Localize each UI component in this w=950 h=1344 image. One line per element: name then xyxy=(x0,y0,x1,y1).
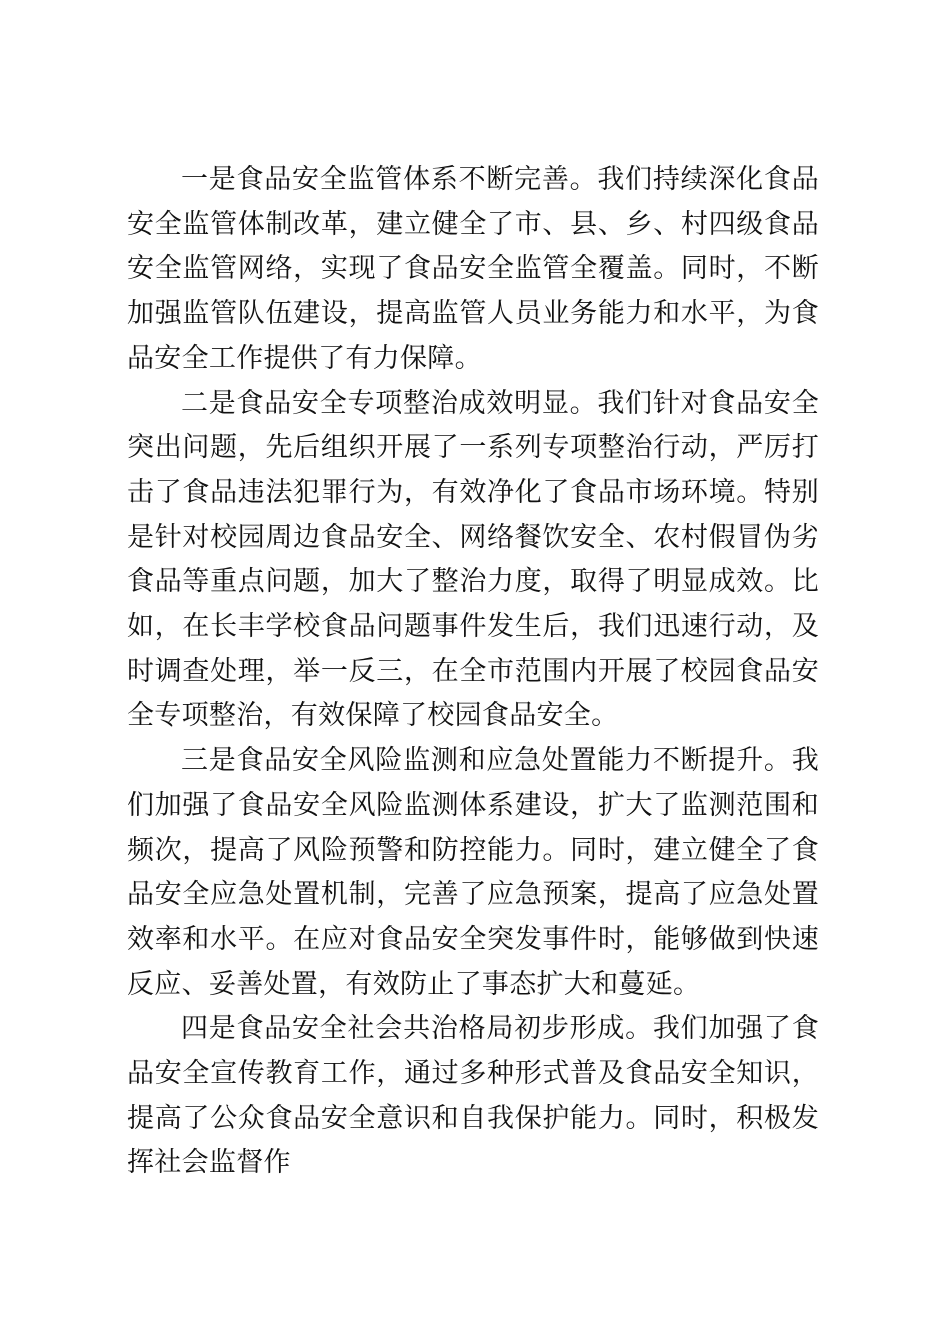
paragraph-4: 四是食品安全社会共治格局初步形成。我们加强了食品安全宣传教育工作，通过多种形式普及食品安全知识，提高了公众食品安全意识和自我保护能力。同时，积极发挥社会监督作 xyxy=(127,1013,819,1179)
paragraph-3: 三是食品安全风险监测和应急处置能力不断提升。我们加强了食品安全风险监测体系建设，扩大了监测范围和频次，提高了风险预警和防控能力。同时，建立健全了食品安全应急处置机制，完善了应急预案，提高了应急处置效率和水平。在应对食品安全突发事件时，能够做到快速反应、妥善处置，有效防止了事态扩大和蔓延。 xyxy=(127,745,819,1000)
paragraph-1: 一是食品安全监管体系不断完善。我们持续深化食品安全监管体制改革，建立健全了市、县、乡、村四级食品安全监管网络，实现了食品安全监管全覆盖。同时，不断加强监管队伍建设，提高监管人员业务能力和水平，为食品安全工作提供了有力保障。 xyxy=(127,164,819,374)
document-body xyxy=(127,158,819,1186)
paragraph-2: 二是食品安全专项整治成效明显。我们针对食品安全突出问题，先后组织开展了一系列专项整治行动，严厉打击了食品违法犯罪行为，有效净化了食品市场环境。特别是针对校园周边食品安全、网络餐饮安全、农村假冒伪劣食品等重点问题，加大了整治力度，取得了明显成效。比如，在长丰学校食品问题事件发生后，我们迅速行动，及时调查处理，举一反三，在全市范围内开展了校园食品安全专项整治，有效保障了校园食品安全。 xyxy=(127,387,819,732)
